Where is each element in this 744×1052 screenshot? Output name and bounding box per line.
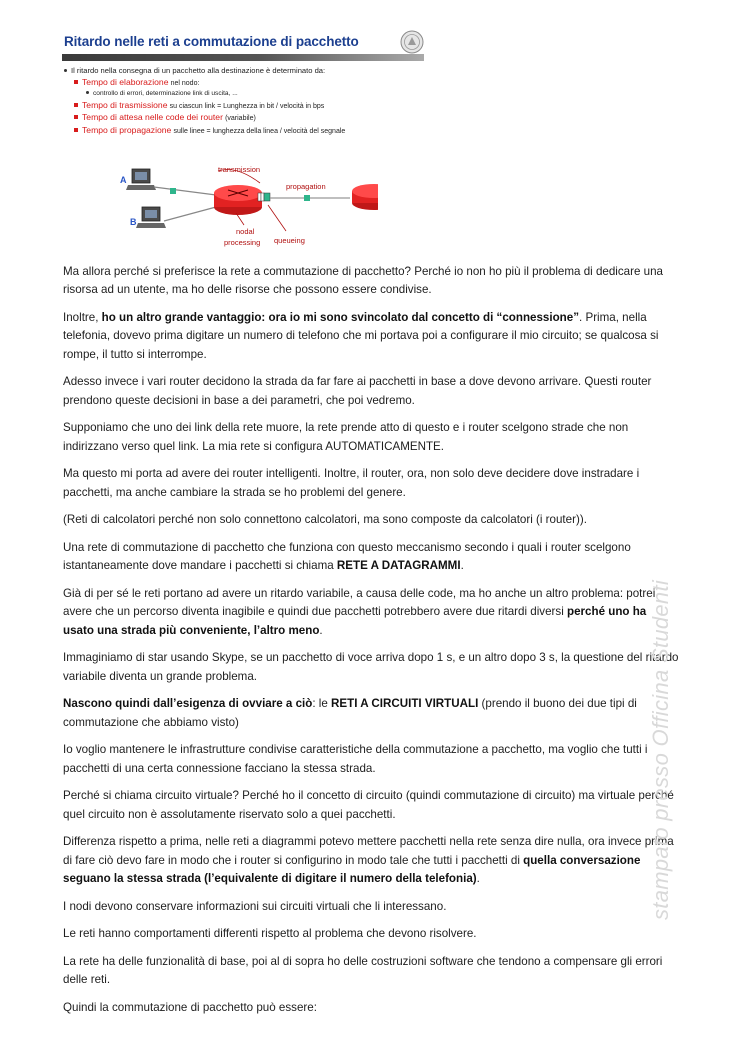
computer-a-icon [126, 169, 156, 190]
host-a-label: A [120, 175, 127, 185]
text-run: (prendo il buono dei due tipi di commutazione che abbiamo visto) [63, 697, 637, 729]
text-run: I nodi devono conservare informazioni sui circuiti virtuali che li interessano. [63, 899, 447, 913]
text-run: Già di per sé le reti portano ad avere un ritardo variabile, a causa delle code, ma ho anche un altro problema: potrei avere che un percorso diventa inagibile e quindi due pacchetti potrebbero avere due ritardi diversi [63, 587, 656, 619]
text-run: Io voglio mantenere le infrastrutture condivise caratteristiche della commutazione a pacchetto, ma voglio che tutti i pacchetti di una certa connessione facciano la stessa strada. [63, 743, 648, 775]
watermark: stampato presso Officina Studenti [648, 579, 673, 920]
text-run: (Reti di calcolatori perché non solo connettono calcolatori, ma sono composte da calcolatori (i router)). [63, 513, 587, 527]
paragraph [63, 741, 679, 778]
paragraph [63, 465, 679, 502]
paragraph [63, 695, 679, 732]
bold-text: quella conversazione seguano la stessa strada (l’equivalente di digitare il numero della telefonia) [63, 853, 641, 886]
processing-label: processing [224, 238, 261, 247]
slide-subitem: controllo di errori, determinazione link di uscita, ... [64, 89, 424, 100]
router-1-icon [214, 185, 262, 215]
text-run: . [476, 872, 480, 886]
slide-item: Tempo di attesa nelle code dei router (variabile) [64, 112, 424, 125]
paragraph [63, 953, 679, 990]
bold-text: ho un altro grande vantaggio: ora io mi sono svincolato dal concetto di “connessione” [101, 311, 580, 324]
text-run: Una rete di commutazione di pacchetto che funziona con questo meccanismo secondo i quali i router scelgono istantaneamente dove mandare i pacchetti si chiama [63, 541, 631, 573]
text-run: . [319, 623, 323, 637]
bold-text: RETE A DATAGRAMMI [336, 559, 461, 573]
packet-icon [170, 188, 176, 194]
slide-intro: Il ritardo nella consegna di un pacchetto alla destinazione è determinato da: [64, 66, 424, 77]
text-run: Supponiamo che uno dei link della rete muore, la rete prende atto di questo e i router scelgono strade che non indirizzano verso quel link. La mia rete si configura AUTOMATICAMENTE. [63, 421, 629, 453]
paragraph [63, 263, 679, 300]
paragraph [63, 833, 679, 888]
paragraph [63, 787, 679, 824]
slide-item: Tempo di trasmissione su ciascun link = Lunghezza in bit / velocità in bps [64, 100, 424, 113]
paragraph [63, 585, 679, 640]
text-run: La rete ha delle funzionalità di base, poi al di sopra ho delle costruzioni software che tendono a compensare gli errori delle reti. [63, 955, 663, 987]
paragraph [63, 511, 679, 529]
text-run: . Prima, nella telefonia, dovevo prima digitare un numero di telefono che mi portava poi a configurare il mio circuito; se qualcosa si rompe, il tutto si interrompe. [63, 311, 659, 361]
text-run: Ma questo mi porta ad avere dei router intelligenti. Inoltre, il router, ora, non solo deve decidere dove instradare i pacchetti, ma anche cambiare la strada se ho problemi del genere. [63, 467, 640, 499]
text-run: Differenza rispetto a prima, nelle reti a diagrammi potevo mettere pacchetti nella rete senza dire nulla, ora invece prima di fare ciò devo fare in modo che i router si configurino in modo tale che tutti i pacchetti di [63, 835, 674, 867]
bold-text: perché uno ha usato una strada più conveniente, l’altro meno [63, 605, 647, 637]
queue-icon [258, 193, 261, 201]
bold-text: Nascono quindi dall’esigenza di ovviare a ciò [63, 697, 313, 711]
slide-item: Tempo di elaborazione nel nodo: [64, 77, 424, 90]
paragraph [63, 419, 679, 456]
text-run: Le reti hanno comportamenti differenti rispetto al problema che devono risolvere. [63, 927, 477, 941]
bold-text: RETI A CIRCUITI VIRTUALI [331, 697, 479, 711]
nodal-label: nodal [236, 227, 255, 236]
paragraph [63, 898, 679, 916]
paragraph [63, 539, 679, 576]
slide-title: Ritardo nelle reti a commutazione di pacchetto [64, 34, 359, 49]
text-run: Adesso invece i vari router decidono la strada da far fare ai pacchetti in base a dove devono arrivare. Questi router prendono queste decisioni in base a dei parametri, che poi vedremo. [63, 375, 652, 407]
text-run: Quindi la commutazione di pacchetto può essere: [63, 1001, 317, 1014]
text-run: Inoltre, [63, 311, 102, 324]
slide-bullets [64, 66, 424, 138]
router-2-icon [352, 184, 378, 210]
propagation-label: propagation [286, 182, 326, 191]
text-run: . [460, 559, 464, 573]
slide-title-bar [62, 54, 424, 61]
text-run: Perché si chiama circuito virtuale? Perché ho il concetto di circuito (quindi commutazione di circuito) ma virtuale perché quel circuito non è assolutamente riservato solo a quei pacchetti. [63, 789, 674, 821]
transmission-label: transmission [218, 165, 261, 174]
document-body [63, 263, 679, 1027]
delay-diagram [118, 163, 378, 253]
paragraph [63, 999, 679, 1017]
text-run: Immaginiamo di star usando Skype, se un pacchetto di voce arriva dopo 1 s, e un altro dopo 3 s, la questione del ritardo variabile diventa un grande problema. [63, 651, 679, 683]
paragraph [63, 373, 679, 410]
lecture-slide-image [62, 28, 424, 250]
paragraph [63, 925, 679, 943]
queueing-label: queueing [274, 236, 305, 245]
packet-icon [304, 195, 310, 201]
host-b-label: B [130, 217, 137, 227]
paragraph [63, 649, 679, 686]
slide-item: Tempo di propagazione sulle linee = lunghezza della linea / velocità del segnale [64, 125, 424, 138]
paragraph [63, 309, 679, 364]
computer-b-icon [136, 207, 166, 228]
text-run: Ma allora perché si preferisce la rete a commutazione di pacchetto? Perché io non ho più il problema di dedicare una risorsa ad un utente, ma ho delle risorse che possono essere condivise. [63, 265, 663, 297]
university-seal-icon [400, 30, 424, 54]
text-run: : le [312, 697, 332, 711]
